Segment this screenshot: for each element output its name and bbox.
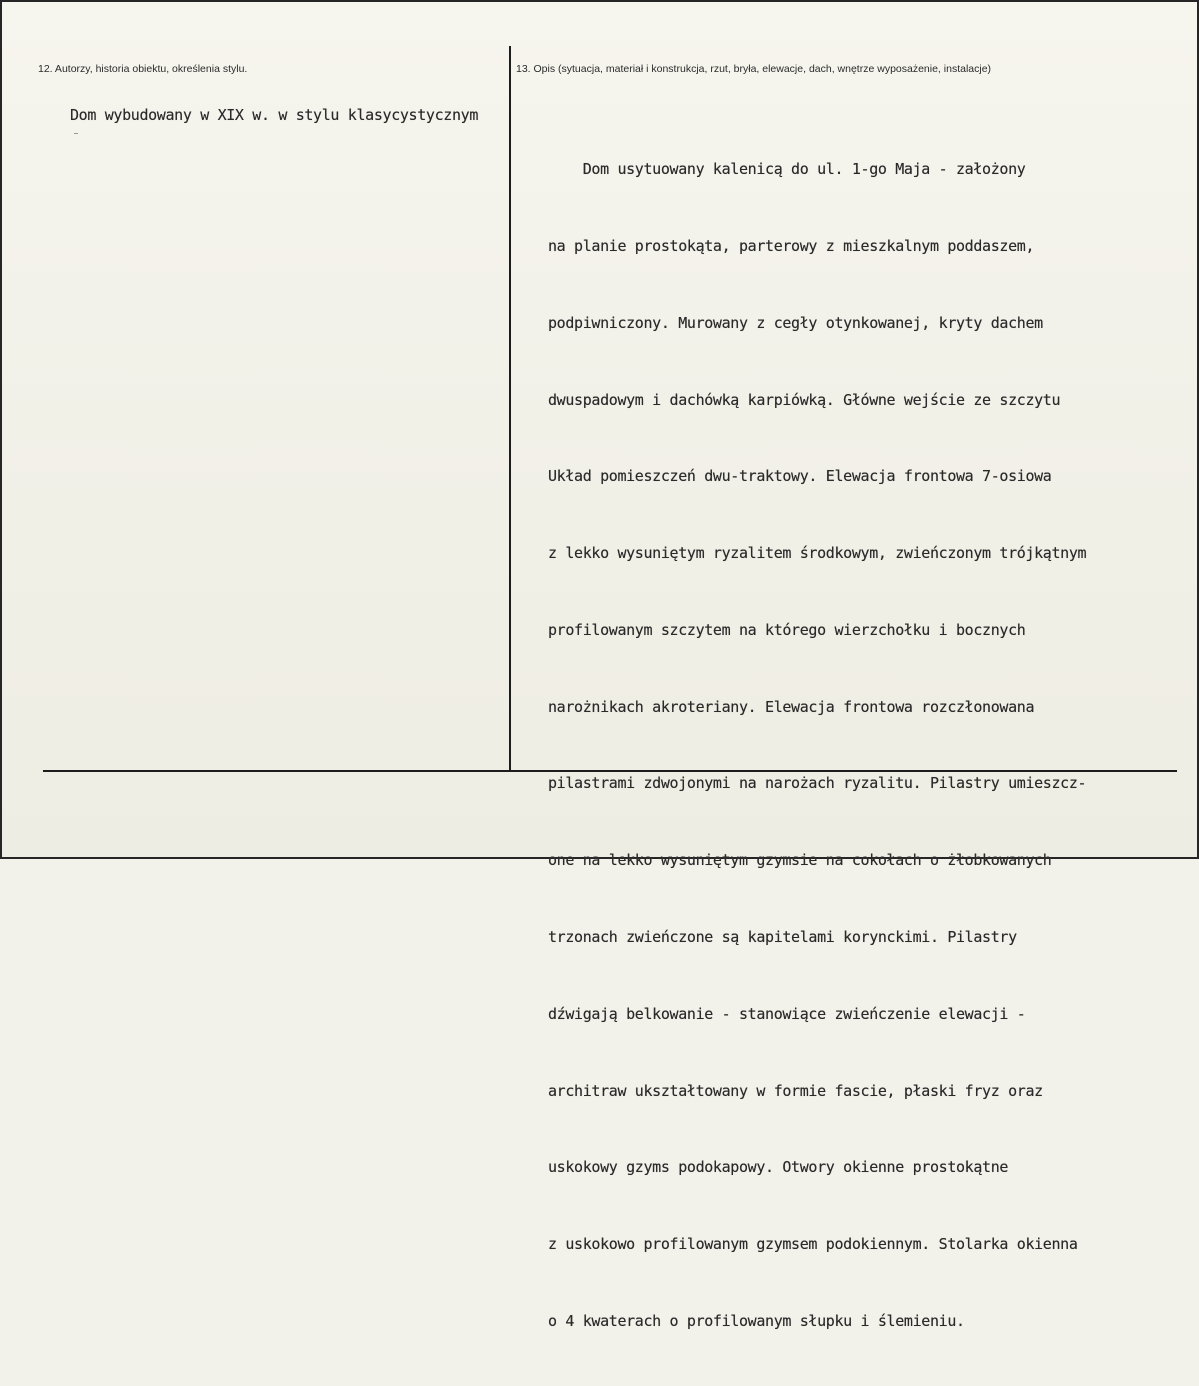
authors-history-style-text: Dom wybudowany w XIX w. w stylu klasycystycznym	[70, 106, 478, 124]
description-line: Układ pomieszczeń dwu-traktowy. Elewacja frontowa 7-osiowa	[548, 467, 1052, 486]
typewriter-mark	[74, 133, 78, 134]
description-line: one na lekko wysuniętym gzymsie na cokołach o żłobkowanych	[548, 851, 1052, 870]
section-12-header: 12. Autorzy, historia obiektu, określenia stylu.	[38, 63, 248, 75]
description-line: pilastrami zdwojonymi na narożach ryzalitu. Pilastry umieszcz-	[548, 774, 1087, 793]
description-line: architraw ukształtowany w formie fascie, płaski fryz oraz	[548, 1081, 1043, 1100]
description-text	[548, 106, 1086, 1386]
description-line: Dom usytuowany kalenicą do ul. 1-go Maja - założony	[548, 160, 1026, 179]
description-line: dźwigają belkowanie - stanowiące zwieńczenie elewacji -	[548, 1004, 1026, 1023]
description-line: narożnikach akroteriany. Elewacja frontowa rozczłonowana	[548, 697, 1035, 716]
description-line: z uskokowo profilowanym gzymsem podokiennym. Stolarka okienna	[548, 1235, 1078, 1254]
column-divider	[509, 46, 511, 772]
description-line: trzonach zwieńczone są kapitelami korynckimi. Pilastry	[548, 928, 1017, 946]
description-line: profilowanym szczytem na którego wierzchołku i bocznych	[548, 620, 1026, 639]
description-line: z lekko wysuniętym ryzalitem środkowym, zwieńczonym trójkątnym	[548, 544, 1087, 563]
description-line: uskokowy gzyms podokapowy. Otwory okienne prostokątne	[548, 1158, 1009, 1177]
description-line: podpiwniczony. Murowany z cegły otynkowanej, kryty dachem	[548, 313, 1043, 332]
description-line: na planie prostokąta, parterowy z mieszkalnym poddaszem,	[548, 236, 1035, 255]
section-13-header: 13. Opis (sytuacja, materiał i konstrukcja, rzut, bryła, elewacje, dach, wnętrze wyposażenie, instalacje)	[516, 63, 992, 75]
description-line: dwuspadowym i dachówką karpiówką. Główne wejście ze szczytu	[548, 390, 1061, 409]
description-line: o 4 kwaterach o profilowanym słupku i ślemieniu.	[548, 1311, 965, 1330]
